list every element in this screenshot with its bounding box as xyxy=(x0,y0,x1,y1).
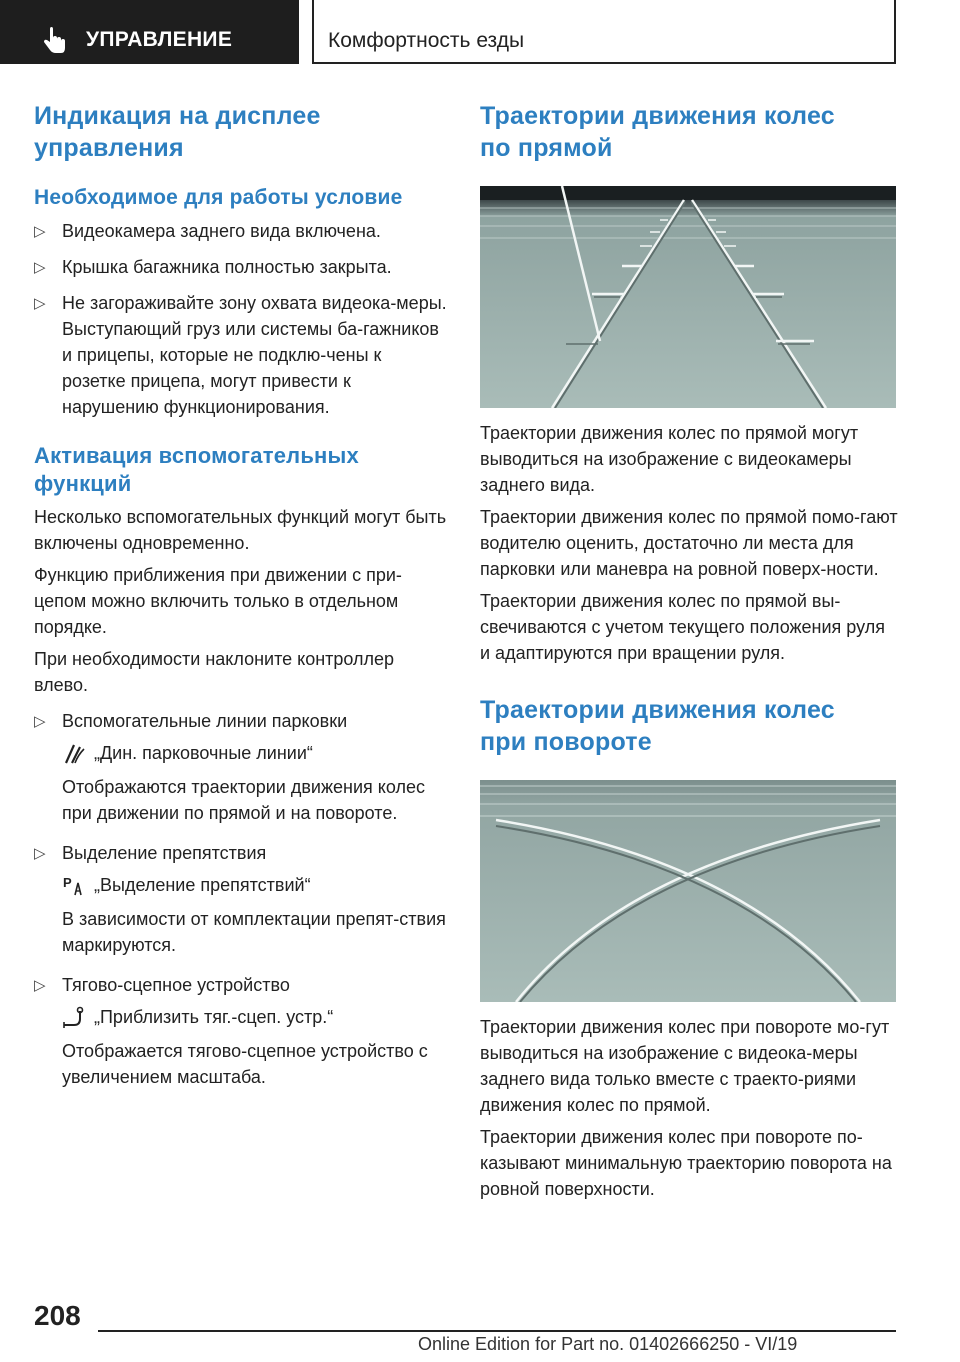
pointing-hand-icon xyxy=(40,26,70,56)
section-label: Комфортность езды xyxy=(328,29,525,52)
left-column xyxy=(34,100,450,1100)
list-item: ▷ Тягово-сцепное устройство „Приблизить тяг.-сцеп. устр.“ Отображается тягово-сцепное устройство с увеличением масштаба. xyxy=(34,972,450,1090)
conditions-list xyxy=(34,218,450,420)
section-header xyxy=(312,0,896,64)
footer-divider xyxy=(98,1330,896,1332)
activation-paragraph: Функцию приближения при движении с при-цепом можно включить только в отдельном порядке. xyxy=(34,565,402,637)
turn-heading: Траектории движения колес при повороте xyxy=(480,696,835,756)
straight-paragraph: Траектории движения колес по прямой помо-гают водителю оценить, достаточно ли места для парковки или маневра на ровной поверх-ности. xyxy=(480,507,898,579)
trailer-hitch-icon xyxy=(62,1005,86,1029)
activation-heading: Активация вспомогательных функций xyxy=(34,443,359,496)
straight-trajectory-image xyxy=(480,186,896,408)
chapter-tab[interactable] xyxy=(0,0,299,64)
straight-paragraph: Траектории движения колес по прямой могут выводиться на изображение с видеокамеры заднего вида. xyxy=(480,423,859,495)
function-description: В зависимости от комплектации препят-ствия маркируются. xyxy=(62,909,446,955)
parking-lines-icon xyxy=(62,741,86,765)
triangle-bullet-icon: ▷ xyxy=(34,977,46,994)
activation-paragraph: При необходимости наклоните контроллер влево. xyxy=(34,649,395,695)
chapter-label: УПРАВЛЕНИЕ xyxy=(86,28,233,51)
menu-option: „Приблизить тяг.-сцеп. устр.“ xyxy=(62,1004,450,1030)
list-item: ▷ Вспомогательные линии парковки „Дин. парковочные линии“ Отображаются траектории движения колес при движении по прямой и на повороте. xyxy=(34,708,450,826)
triangle-bullet-icon: ▷ xyxy=(34,295,46,312)
straight-paragraph: Траектории движения колес по прямой вы-свечиваются с учетом текущего положения руля и адаптируются при вращении руля. xyxy=(480,591,885,663)
turn-trajectory-image xyxy=(480,780,896,1002)
turn-paragraph: Траектории движения колес при повороте мо-гут выводиться на изображение с видеока-меры заднего вида только вместе с траекто-риями движения колес по прямой. xyxy=(480,1017,890,1115)
triangle-bullet-icon: ▷ xyxy=(34,713,46,730)
straight-heading: Траектории движения колес по прямой xyxy=(480,102,835,162)
list-item: ▷ Крышка багажника полностью закрыта. xyxy=(34,254,450,280)
conditions-heading: Необходимое для работы условие xyxy=(34,186,403,209)
triangle-bullet-icon: ▷ xyxy=(34,259,46,276)
obstacle-marking-icon xyxy=(62,873,86,897)
list-item: ▷ Видеокамера заднего вида включена. xyxy=(34,218,450,244)
activation-paragraph: Несколько вспомогательных функций могут быть включены одновременно. xyxy=(34,507,447,553)
svg-text:P: P xyxy=(63,875,72,890)
triangle-bullet-icon: ▷ xyxy=(34,223,46,240)
triangle-bullet-icon: ▷ xyxy=(34,845,46,862)
menu-option: „Дин. парковочные линии“ xyxy=(62,740,450,766)
list-item: ▷ Не загораживайте зону охвата видеока-меры. Выступающий груз или системы ба-гажников и прицепы, которые не подклю-чены к розетке прицепа, могут привести к нарушению функционирования. xyxy=(34,293,447,417)
function-description: Отображается тягово-сцепное устройство с увеличением масштаба. xyxy=(62,1041,428,1087)
page-number: 208 xyxy=(34,1300,81,1331)
right-column xyxy=(480,100,898,1202)
list-item: ▷ Выделение препятствия P „Выделение препятствий“ В зависимости от комплектации препят-ствия маркируются. xyxy=(34,840,450,958)
page-header xyxy=(0,0,960,66)
turn-paragraph: Траектории движения колес при повороте по-казывают минимальную траекторию поворота на ровной поверхности. xyxy=(480,1127,892,1199)
functions-list xyxy=(34,708,450,1090)
edition-text: Online Edition for Part no. 01402666250 - VI/19 xyxy=(418,1334,798,1354)
menu-option: P „Выделение препятствий“ xyxy=(63,875,311,895)
page-title: Индикация на дисплее управления xyxy=(34,102,321,162)
function-description: Отображаются траектории движения колес при движении по прямой и на повороте. xyxy=(62,777,425,823)
